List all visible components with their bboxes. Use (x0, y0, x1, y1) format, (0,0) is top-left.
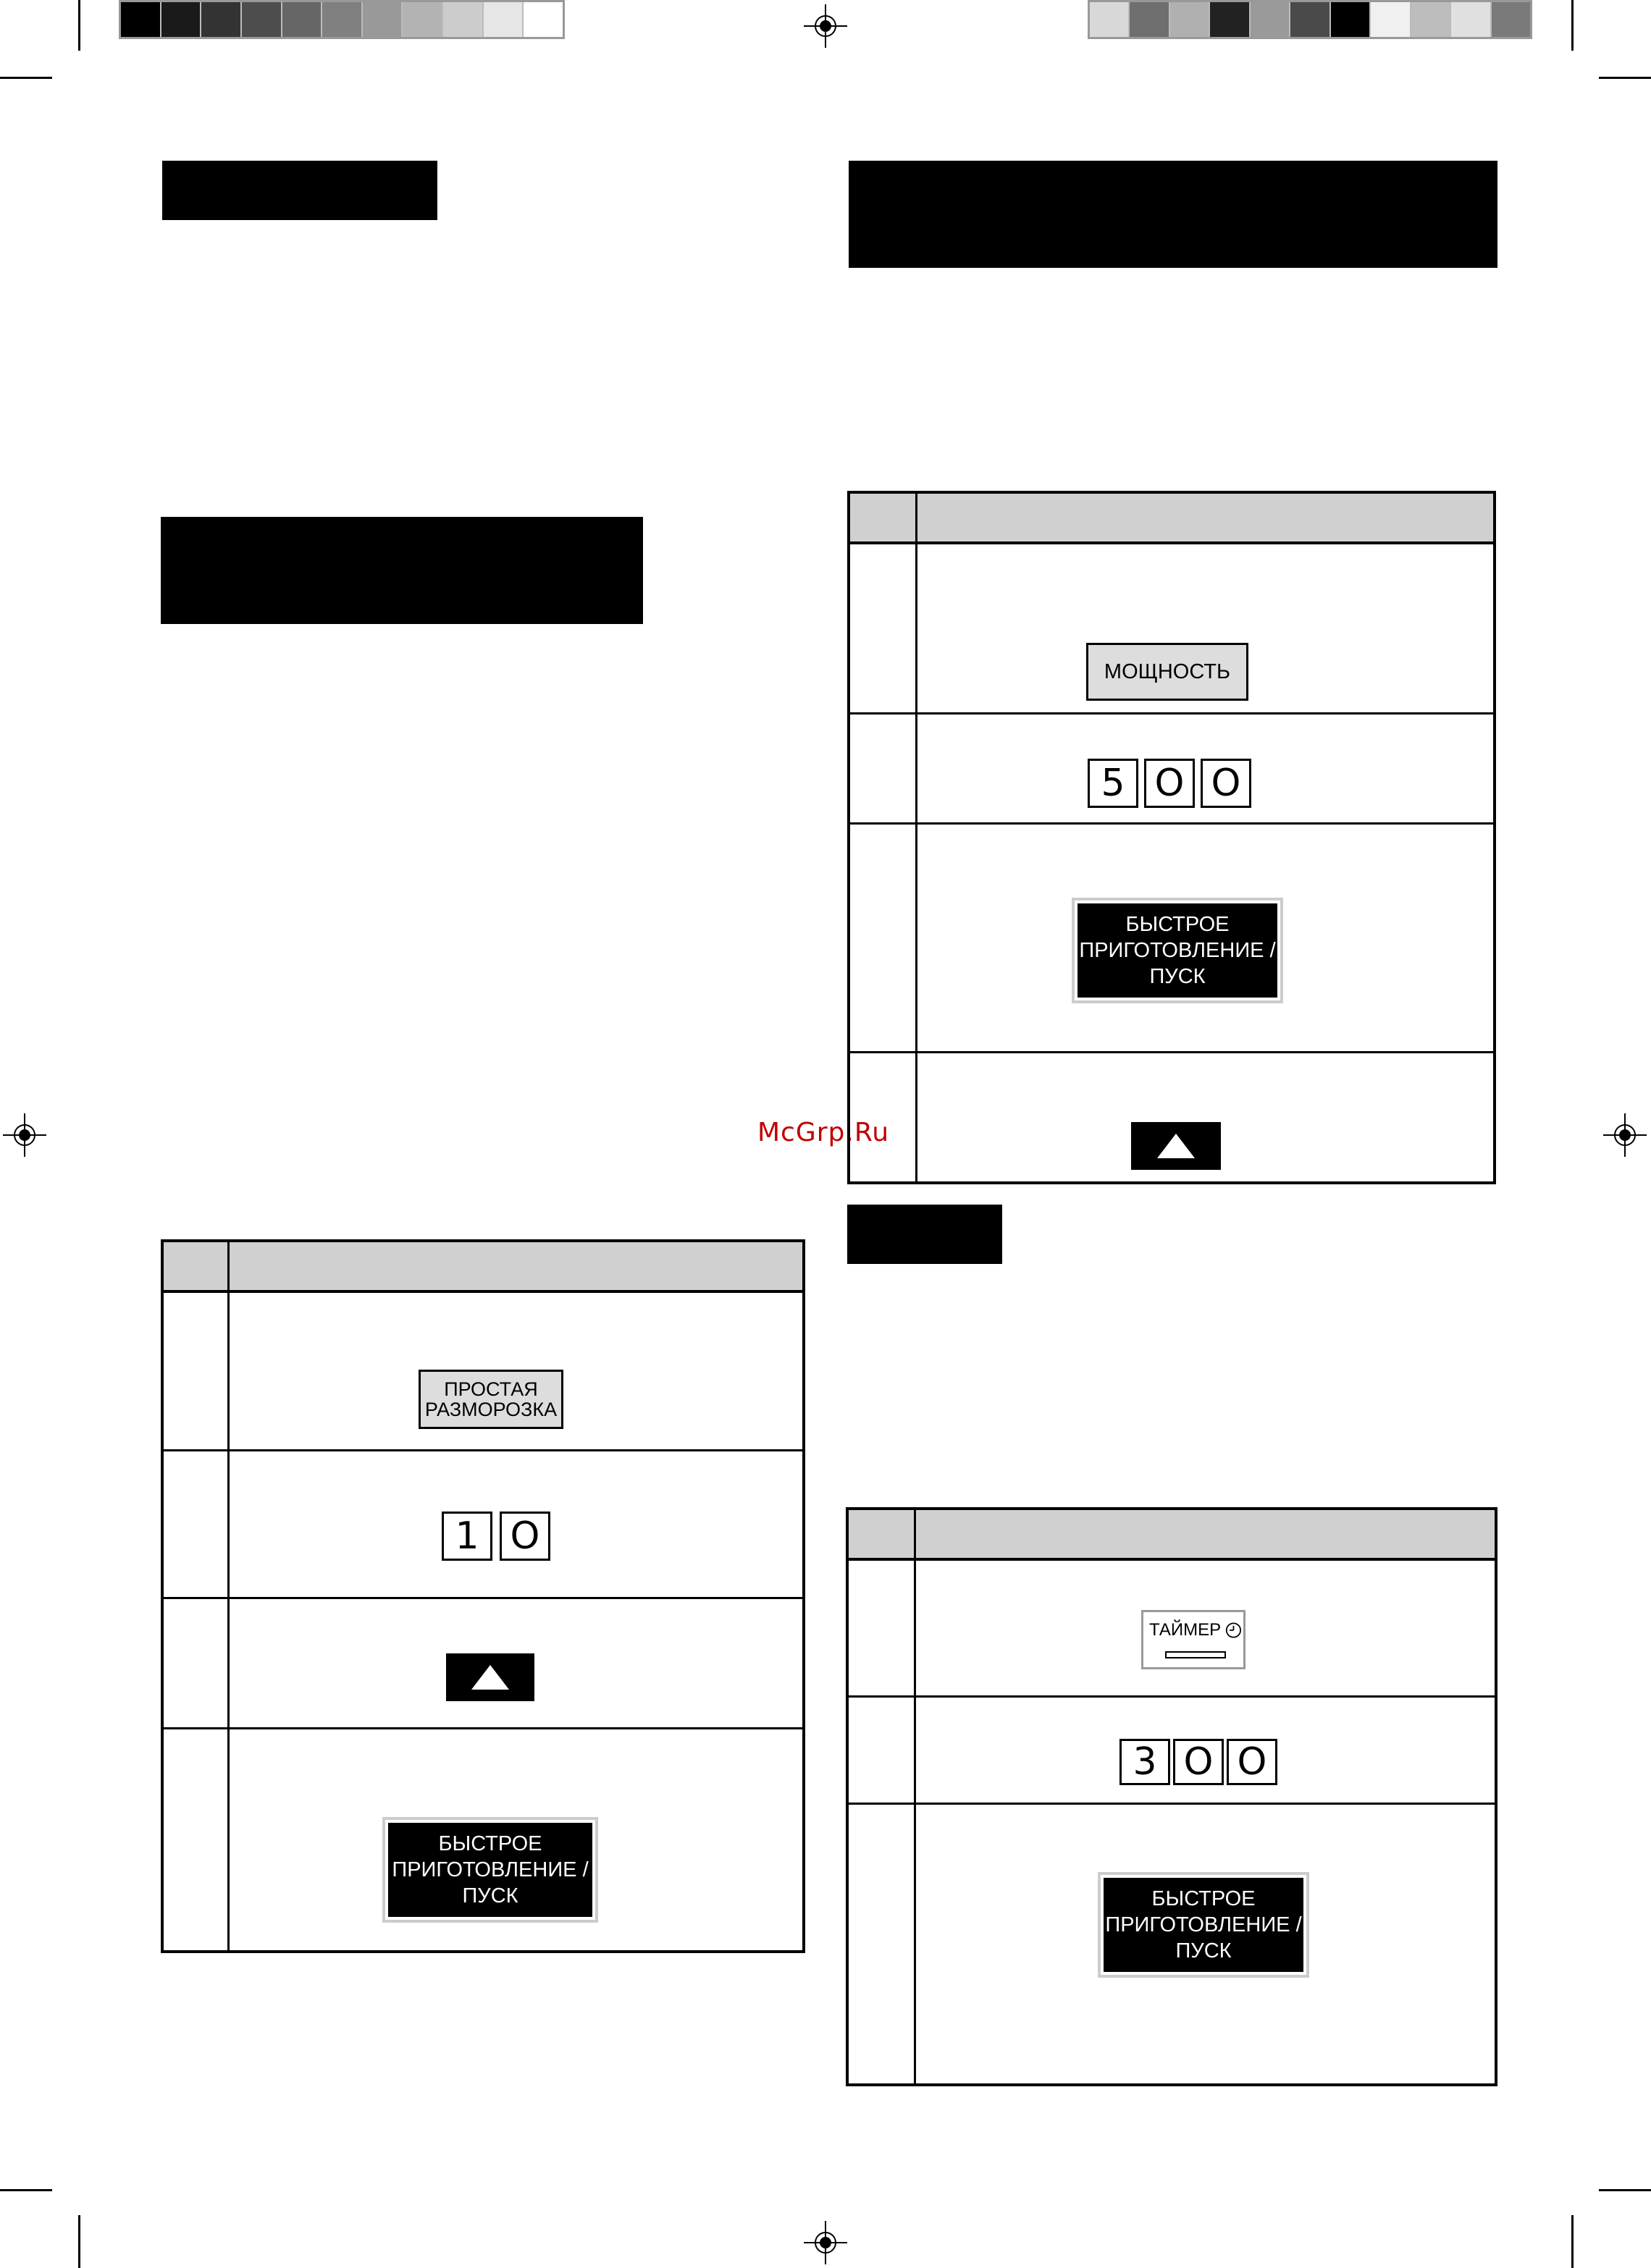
row-divider (850, 712, 1493, 714)
registration-mark-icon (1603, 1113, 1647, 1157)
watermark: McGrp.Ru (757, 1118, 890, 1147)
calibration-swatch (1170, 2, 1210, 37)
display-digit: 5 (1088, 759, 1138, 808)
display-digit: O (500, 1512, 550, 1561)
calibration-swatch (242, 2, 282, 37)
heading-block (847, 1205, 1002, 1264)
calibration-bar-left (119, 0, 565, 39)
timer-key[interactable] (1141, 1610, 1245, 1669)
column-divider (227, 1242, 230, 1950)
crop-mark (1599, 2189, 1651, 2191)
clock-icon (1225, 1621, 1242, 1640)
calibration-swatch (1251, 2, 1290, 37)
crop-mark (1571, 2215, 1574, 2268)
quick-start-key[interactable]: БЫСТРОЕ ПРИГОТОВЛЕНИЕ / ПУСК (1077, 903, 1277, 998)
display-digit: O (1227, 1739, 1277, 1785)
calibration-swatch (443, 2, 484, 37)
calibration-swatch (121, 2, 161, 37)
up-arrow-icon (471, 1665, 509, 1690)
calibration-swatch (322, 2, 363, 37)
calibration-swatch (1451, 2, 1491, 37)
calibration-swatch (1290, 2, 1330, 37)
calibration-swatch (1130, 2, 1169, 37)
calibration-swatch (1411, 2, 1451, 37)
row-divider (849, 1695, 1495, 1698)
calibration-swatch (1492, 2, 1530, 37)
row-divider (164, 1727, 802, 1729)
calibration-swatch (403, 2, 443, 37)
display-digit: O (1144, 759, 1195, 808)
row-divider (164, 1449, 802, 1451)
easy-defrost-key[interactable] (419, 1370, 563, 1429)
calibration-swatch (1090, 2, 1130, 37)
key-label: ПРОСТАЯ (444, 1378, 538, 1400)
calibration-swatch (1210, 2, 1250, 37)
heading-block (161, 517, 643, 624)
display-digit: O (1173, 1739, 1224, 1785)
column-divider (914, 1510, 916, 2083)
registration-mark-icon (804, 4, 847, 48)
registration-mark-icon (3, 1113, 46, 1157)
crop-mark (78, 2215, 80, 2268)
heading-block (849, 161, 1497, 268)
steps-table-timer (846, 1507, 1497, 2086)
up-arrow-icon (1157, 1134, 1195, 1158)
display-digit: 3 (1119, 1739, 1170, 1785)
crop-mark (1599, 77, 1651, 79)
crop-mark (0, 2189, 52, 2191)
registration-mark-icon (804, 2221, 847, 2264)
power-level-key[interactable]: МОЩНОСТЬ (1086, 643, 1248, 701)
calibration-swatch (161, 2, 202, 37)
up-arrow-key[interactable] (1131, 1122, 1221, 1170)
calibration-swatch (363, 2, 403, 37)
up-arrow-key[interactable] (446, 1653, 534, 1701)
timer-key-slot (1165, 1651, 1226, 1658)
row-divider (850, 822, 1493, 825)
crop-mark (78, 0, 80, 51)
calibration-bar-right (1088, 0, 1532, 39)
display-digit: O (1201, 759, 1251, 808)
row-divider (850, 1051, 1493, 1053)
quick-start-key[interactable]: БЫСТРОЕ ПРИГОТОВЛЕНИЕ / ПУСК (388, 1823, 592, 1917)
calibration-swatch (1371, 2, 1411, 37)
calibration-swatch (282, 2, 323, 37)
calibration-swatch (201, 2, 242, 37)
calibration-swatch (524, 2, 563, 37)
key-label: РАЗМОРОЗКА (424, 1399, 558, 1420)
crop-mark (0, 77, 52, 79)
row-divider (849, 1803, 1495, 1805)
heading-block (162, 161, 437, 220)
steps-table-power (847, 491, 1496, 1184)
key-label: ТАЙМЕР (1149, 1620, 1222, 1640)
row-divider (164, 1597, 802, 1599)
display-digit: 1 (442, 1512, 492, 1561)
calibration-swatch (484, 2, 524, 37)
quick-start-key[interactable]: БЫСТРОЕ ПРИГОТОВЛЕНИЕ / ПУСК (1104, 1878, 1303, 1972)
crop-mark (1571, 0, 1574, 51)
table-header (849, 1510, 1495, 1561)
column-divider (915, 494, 917, 1181)
table-header (164, 1242, 802, 1293)
table-header (850, 494, 1493, 544)
calibration-swatch (1331, 2, 1371, 37)
